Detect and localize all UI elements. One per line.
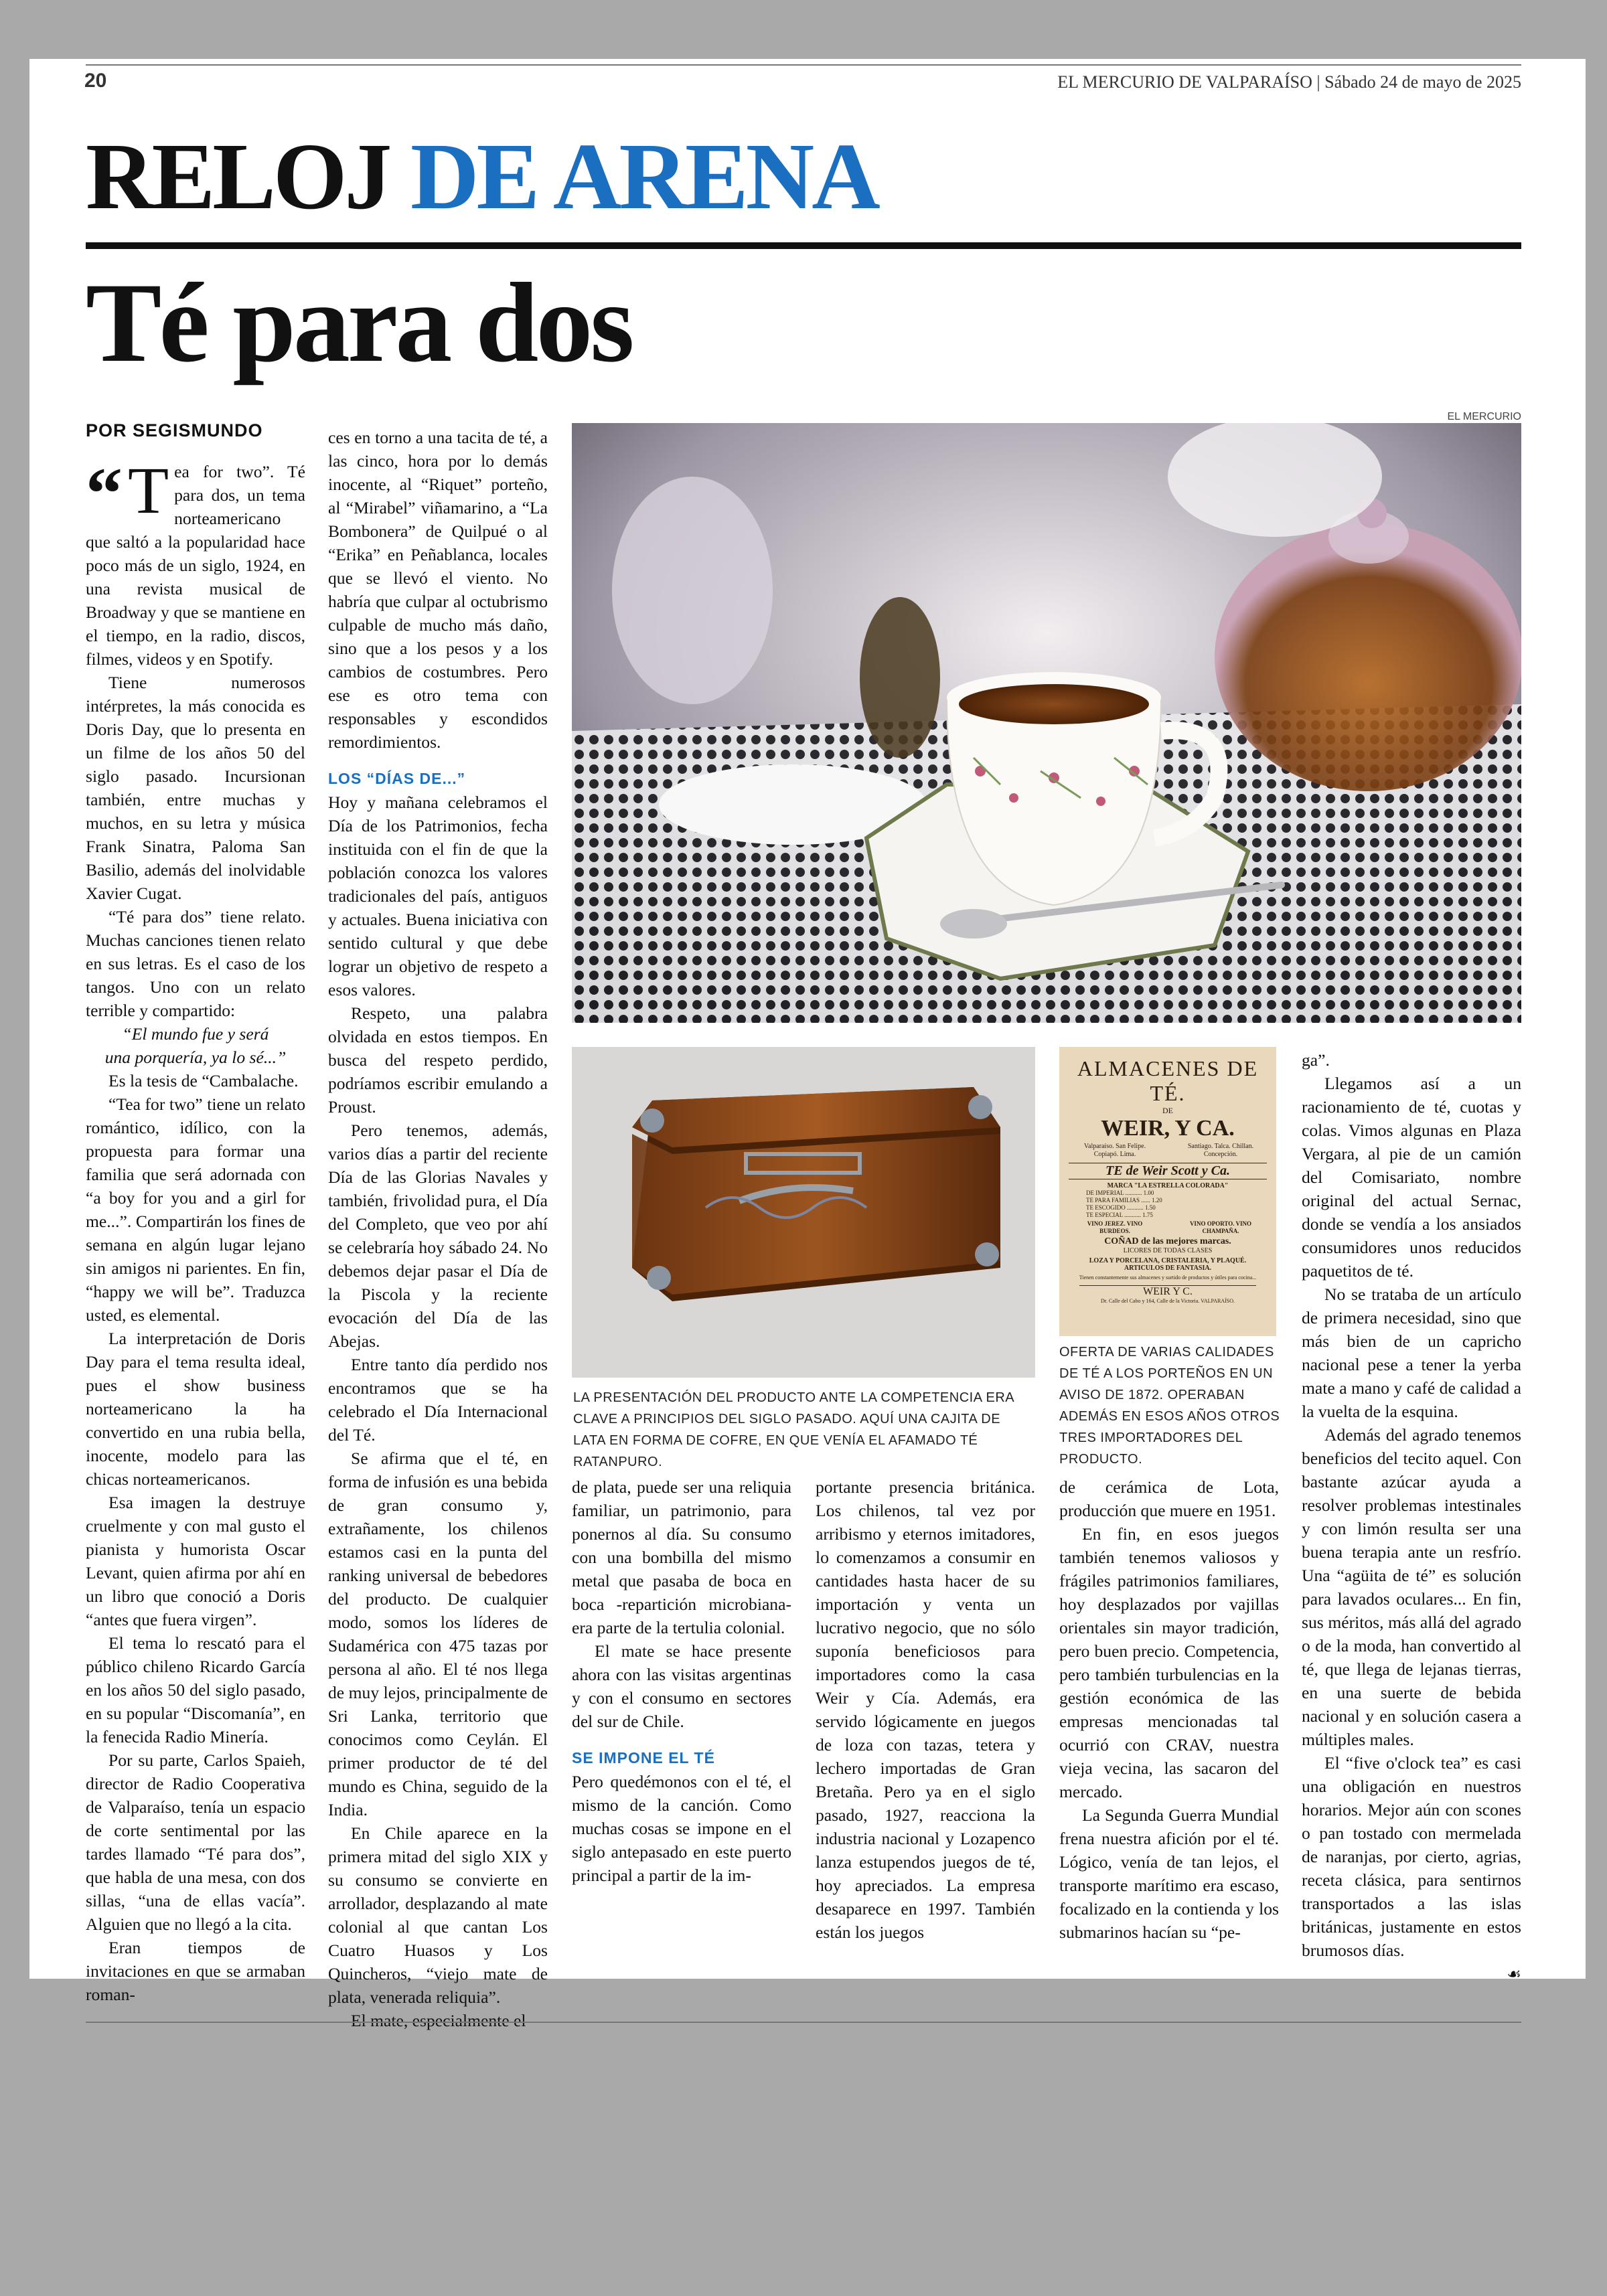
- paragraph: Es la tesis de “Cambalache.: [108, 1071, 299, 1090]
- section-title: [86, 123, 878, 229]
- paragraph: El mate se hace presente ahora con las visitas argentinas y con el consumo en sectores del sur de Chile.: [572, 1641, 791, 1731]
- paragraph: Entre tanto día perdido nos encontramos que se ha celebrado el Día Internacional del Té.: [328, 1355, 548, 1445]
- subhead-se-impone: SE IMPONE EL TÉ: [572, 1749, 715, 1767]
- lead-paragraph: “ T ea for two”. Té para dos, un tema norteamericano que saltó a la popularidad hace poco más de un siglo, 1924, en una revista musical de Broadway y que se mantiene en el tiempo, en la radio, discos, filmes, videos y en Spotify.: [86, 453, 305, 669]
- ad-loza: LOZA Y PORCELANA, CRISTALERIA, Y PLAQUÉ.: [1089, 1257, 1247, 1264]
- section-word-1: RELOJ: [86, 123, 390, 229]
- page-number: 20: [84, 70, 107, 92]
- ad-footer-address: Dr. Calle del Cabo y 164, Calle de la Victoria. VALPARAÍSO.: [1100, 1298, 1235, 1304]
- tea-tin-box-photo: [572, 1047, 1035, 1378]
- paragraph: “Té para dos” tiene relato. Muchas canciones tienen relato en sus letras. Es el caso de los tangos. Uno con un relato terrible y compartido:: [86, 907, 305, 1020]
- paragraph: En Chile aparece en la primera mitad del siglo XIX y su consumo se convierte en arrollador, desplazando al mate colonial al que cantan Los Cuatro Huasos y Los Quincheros, “viejo mate de plata, venerada reliquia”.: [328, 1823, 548, 2007]
- ad-footer-firm: WEIR Y C.: [1079, 1285, 1256, 1298]
- byline: POR SEGISMUNDO: [86, 420, 263, 440]
- ad-vinos-left: VINO JEREZ. VINO BURDEOS.: [1087, 1220, 1143, 1234]
- paragraph: “Tea for two” tiene un relato romántico, idílico, con la propuesta para formar una familia que será adornada con “a boy for you and a girl for me...”. Compartirán los fines de semana en algún lugar lejano sin amigos ni parientes. En fin, “happy we will be”. Traduzca usted, es elemental.: [86, 1094, 305, 1325]
- ad-note: Tienen constantemente sus almacenes y surtido de productos y útiles para cocina...: [1079, 1275, 1257, 1281]
- ad-title: ALMACENES DE TÉ.: [1077, 1056, 1259, 1105]
- ad-row: DE IMPERIAL ........... 1.00: [1086, 1190, 1154, 1196]
- paragraph: Esa imagen la destruye cruelmente y con mal gusto el pianista y humorista Oscar Levant, quien afirma por ahí en un libro que conoció a Doris “antes que fuera virgen”.: [86, 1493, 305, 1629]
- drop-cap: T: [128, 453, 169, 527]
- ad-brand: TE de Weir Scott y Ca.: [1069, 1163, 1267, 1179]
- column-3: [572, 1475, 791, 1887]
- ad-marca: MARCA "LA ESTRELLA COLORADA": [1107, 1182, 1229, 1190]
- caption-advertisement: OFERTA DE VARIAS CALIDADES DE TÉ A LOS PORTEÑOS EN UN AVISO DE 1872. OPERABAN ADEMÁS EN ESOS AÑOS OTROS TRES IMPORTADORES DEL PRODUCTO.: [1059, 1345, 1280, 1467]
- column-1: [86, 420, 305, 2006]
- paragraph: de plata, puede ser una reliquia familiar, un patrimonio, para ponernos al día. Su consumo con una bombilla del mismo metal que pasaba de boca en boca -repartición microbiana- era parte de la tertulia colonial.: [572, 1477, 791, 1637]
- tea-cup-photo: [572, 423, 1521, 1023]
- end-mark-icon: ☙: [1507, 1966, 1521, 1983]
- paragraph: de cerámica de Lota, producción que muere en 1951.: [1059, 1477, 1279, 1520]
- top-rule: [86, 64, 1521, 66]
- ad-licores: LICORES DE TODAS CLASES: [1123, 1247, 1213, 1254]
- paragraph: ces en torno a una tacita de té, a las cinco, hora por lo demás inocente, al “Riquet” porteño, al “Mirabel” viñamarino, a “La Bombonera” de Quilpué o al “Erika” en Peñablanca, locales que se llevó el viento. No habría que culpar al octubrismo culpable de mucho más daño, sino que a los pesos y a los cambios de costumbres. Pero ese es otro tema con responsables y escondidos remordimientos.: [328, 428, 548, 752]
- tango-quote: una porquería, ya lo sé...”: [104, 1048, 287, 1067]
- headline: Té para dos: [86, 260, 632, 386]
- ad-row: TE PARA FAMILIAS ...... 1.20: [1086, 1197, 1162, 1204]
- ad-articulos: ARTICULOS DE FANTASIA.: [1124, 1264, 1212, 1272]
- paragraph: El mate, especialmente el: [351, 2011, 526, 2030]
- paragraph: Por su parte, Carlos Spaieh, director de Radio Cooperativa de Valparaíso, tenía un espacio de corte sentimental por las tardes llamado “Té para dos”, que habla de una mesa, con dos sillas, “una de ellas vacía”. Alguien que no llegó a la cita.: [86, 1750, 305, 1934]
- paragraph: Llegamos así a un racionamiento de té, cuotas y colas. Vimos algunas en Plaza Vergara, al pie de un camión del Comisariato, nombre original del actual Sernac, donde se vendía a los ansiados consumidores unos reducidos paquetitos de té.: [1302, 1074, 1521, 1281]
- paragraph: La Segunda Guerra Mundial frena nuestra afición por el té. Lógico, venía de tan lejos, el transporte marítimo era escaso, focalizado en la contienda y los submarinos hacían su “pe-: [1059, 1805, 1279, 1942]
- drop-quote: “: [86, 453, 123, 534]
- ad-vinos-right: VINO OPORTO. VINO CHAMPAÑA.: [1189, 1220, 1252, 1234]
- caption-tin-box: LA PRESENTACIÓN DEL PRODUCTO ANTE LA COMPETENCIA ERA CLAVE A PRINCIPIOS DEL SIGLO PASADO. AQUÍ UNA CAJITA DE LATA EN FORMA DE COFRE, EN QUE VENÍA EL AFAMADO TÉ RATANPURO.: [573, 1390, 1014, 1469]
- ad-conac: COÑAD de las mejores marcas.: [1104, 1236, 1231, 1246]
- paragraph: Pero quedémonos con el té, el mismo de la canción. Como muchas cosas se impone en el siglo antepasado en este puerto principal a partir de la im-: [572, 1772, 791, 1885]
- paragraph: Respeto, una palabra olvidada en estos tiempos. En busca del respeto perdido, podríamos escribir emulando a Proust.: [328, 1003, 548, 1117]
- ad-row: TE ESPECIAL ........... 1.75: [1086, 1212, 1153, 1218]
- ad-cities-right: Santiago. Talca. Chillan. Concepción.: [1187, 1143, 1254, 1158]
- photo-credit: EL MERCURIO: [1447, 411, 1521, 422]
- ad-firm: WEIR, Y CA.: [1101, 1116, 1235, 1141]
- paragraph: Pero tenemos, además, varios días a partir del reciente Día de las Glorias Navales y también, frivolidad pura, el Día del Completo, que veo por ahí se celebraría hoy sábado 24. No debemos dejar pasar el Día de la Piscola y la reciente evocación del Día de las Abejas.: [328, 1121, 548, 1351]
- bottom-rule: [86, 2022, 1521, 2023]
- ad-de: DE: [1162, 1106, 1173, 1115]
- section-word-2: DE ARENA: [410, 123, 878, 229]
- paragraph: No se trataba de un artículo de primera necesidad, sino que más bien de un capricho nacional pese a tener la yerba mate a mano y café de calidad a la vuelta de la esquina.: [1302, 1285, 1521, 1421]
- column-4: [816, 1475, 1035, 1944]
- paragraph: En fin, en esos juegos también tenemos valiosos y frágiles patrimonios familiares, hoy desplazados por vajillas orientales sin mayor tradición, pero buen precio. Competencia, pero también turbulencias en la gestión económica de las empresas mencionadas tal ocurrió con CRAV, nuestra vieja vecina, las sacaron del mercado.: [1059, 1524, 1279, 1801]
- ad-cities-left: Valparaíso. San Felipe. Copiapó. Lima.: [1083, 1143, 1146, 1158]
- paragraph: El tema lo rescató para el público chileno Ricardo García en los años 50 del siglo pasado, en su popular “Discomanía”, en la fenecida Radio Minería.: [86, 1633, 305, 1746]
- paragraph: Eran tiempos de invitaciones en que se armaban roman-: [86, 1938, 305, 2004]
- paragraph: La interpretación de Doris Day para el tema resulta ideal, pues el show business norteamericano la ha convertido en una rubia bella, inocente, modelo para las chicas norteamericanos.: [86, 1329, 305, 1489]
- column-2: [328, 426, 548, 2032]
- column-6: [1302, 1048, 1521, 1987]
- tango-quote: “El mundo fue y será: [122, 1024, 269, 1044]
- paragraph: Además del agrado tenemos beneficios del tecito aquel. Con bastante azúcar ayuda a resolver problemas intestinales y con limón resulta ser una buena terapia ante un resfrío. Una “agüita de té” es solución para lavados oculares... En fin, sus méritos, más allá del agrado o de la moda, han convertido al té, que llega de lejanas tierras, en una suerte de bebida nacional y en solución casera a múltiples males.: [1302, 1425, 1521, 1749]
- section-rule: [86, 242, 1521, 249]
- subhead-dias: LOS “DÍAS DE...”: [328, 770, 466, 787]
- paragraph: portante presencia británica. Los chilenos, tal vez por arribismo y eternos imitadores, lo comenzamos a consumir en cantidades hasta hacer de su importación y venta un lucrativo negocio, que no sólo suponía beneficiosos para importadores como la casa Weir y Cía. Además, era servido lógicamente en juegos de loza con tazas, tetera y lechero importadas de Gran Bretaña. Pero ya en el siglo pasado, 1927, reacciona la industria nacional y Lozapenco lanza estupendos juegos de té, hoy apreciados. La empresa desaparece en 1997. También están los juegos: [816, 1477, 1035, 1942]
- paragraph: Se afirma que el té, en forma de infusión es una bebida de gran consumo y, extrañamente, los chilenos estamos casi en la punta del ranking universal de bebedores del producto. De cualquier modo, somos los líderes de Sudamérica con 475 tazas por persona al año. El té nos llega de muy lejos, principalmente de Sri Lanka, territorio que conocimos como Ceylán. El primer productor de té del mundo es China, seguido de la India.: [328, 1449, 548, 1819]
- column-5: [1059, 1475, 1279, 1944]
- paragraph: Hoy y mañana celebramos el Día de los Patrimonios, fecha instituida con el fin de que la población conozca los valores tradicionales del país, antiguos y actuales. Buena iniciativa con sentido cultural y que debe lograr un objetivo de respeto a esos valores.: [328, 793, 548, 999]
- paragraph: ga”.: [1302, 1050, 1330, 1070]
- paragraph: El “five o'clock tea” es casi una obligación en nuestros horarios. Mejor aún con scones o pan tostado con mermelada de naranjas, por cierto, agrias, receta clásica, para sentirnos transportados a las islas británicas, justamente en estos brumosos días.: [1302, 1753, 1521, 1960]
- running-head: EL MERCURIO DE VALPARAÍSO | Sábado 24 de mayo de 2025: [1057, 72, 1521, 92]
- ad-row: TE ESCOGIDO ........... 1.50: [1086, 1204, 1156, 1211]
- paragraph: Tiene numerosos intérpretes, la más conocida es Doris Day, que lo presenta en un filme de los años 50 del siglo pasado. Incursionan también, entre muchas y muchos, en su letra y música Frank Sinatra, Paloma San Basilio, además del inolvidable Xavier Cugat.: [86, 673, 305, 903]
- tea-advertisement-1872: [1059, 1047, 1276, 1336]
